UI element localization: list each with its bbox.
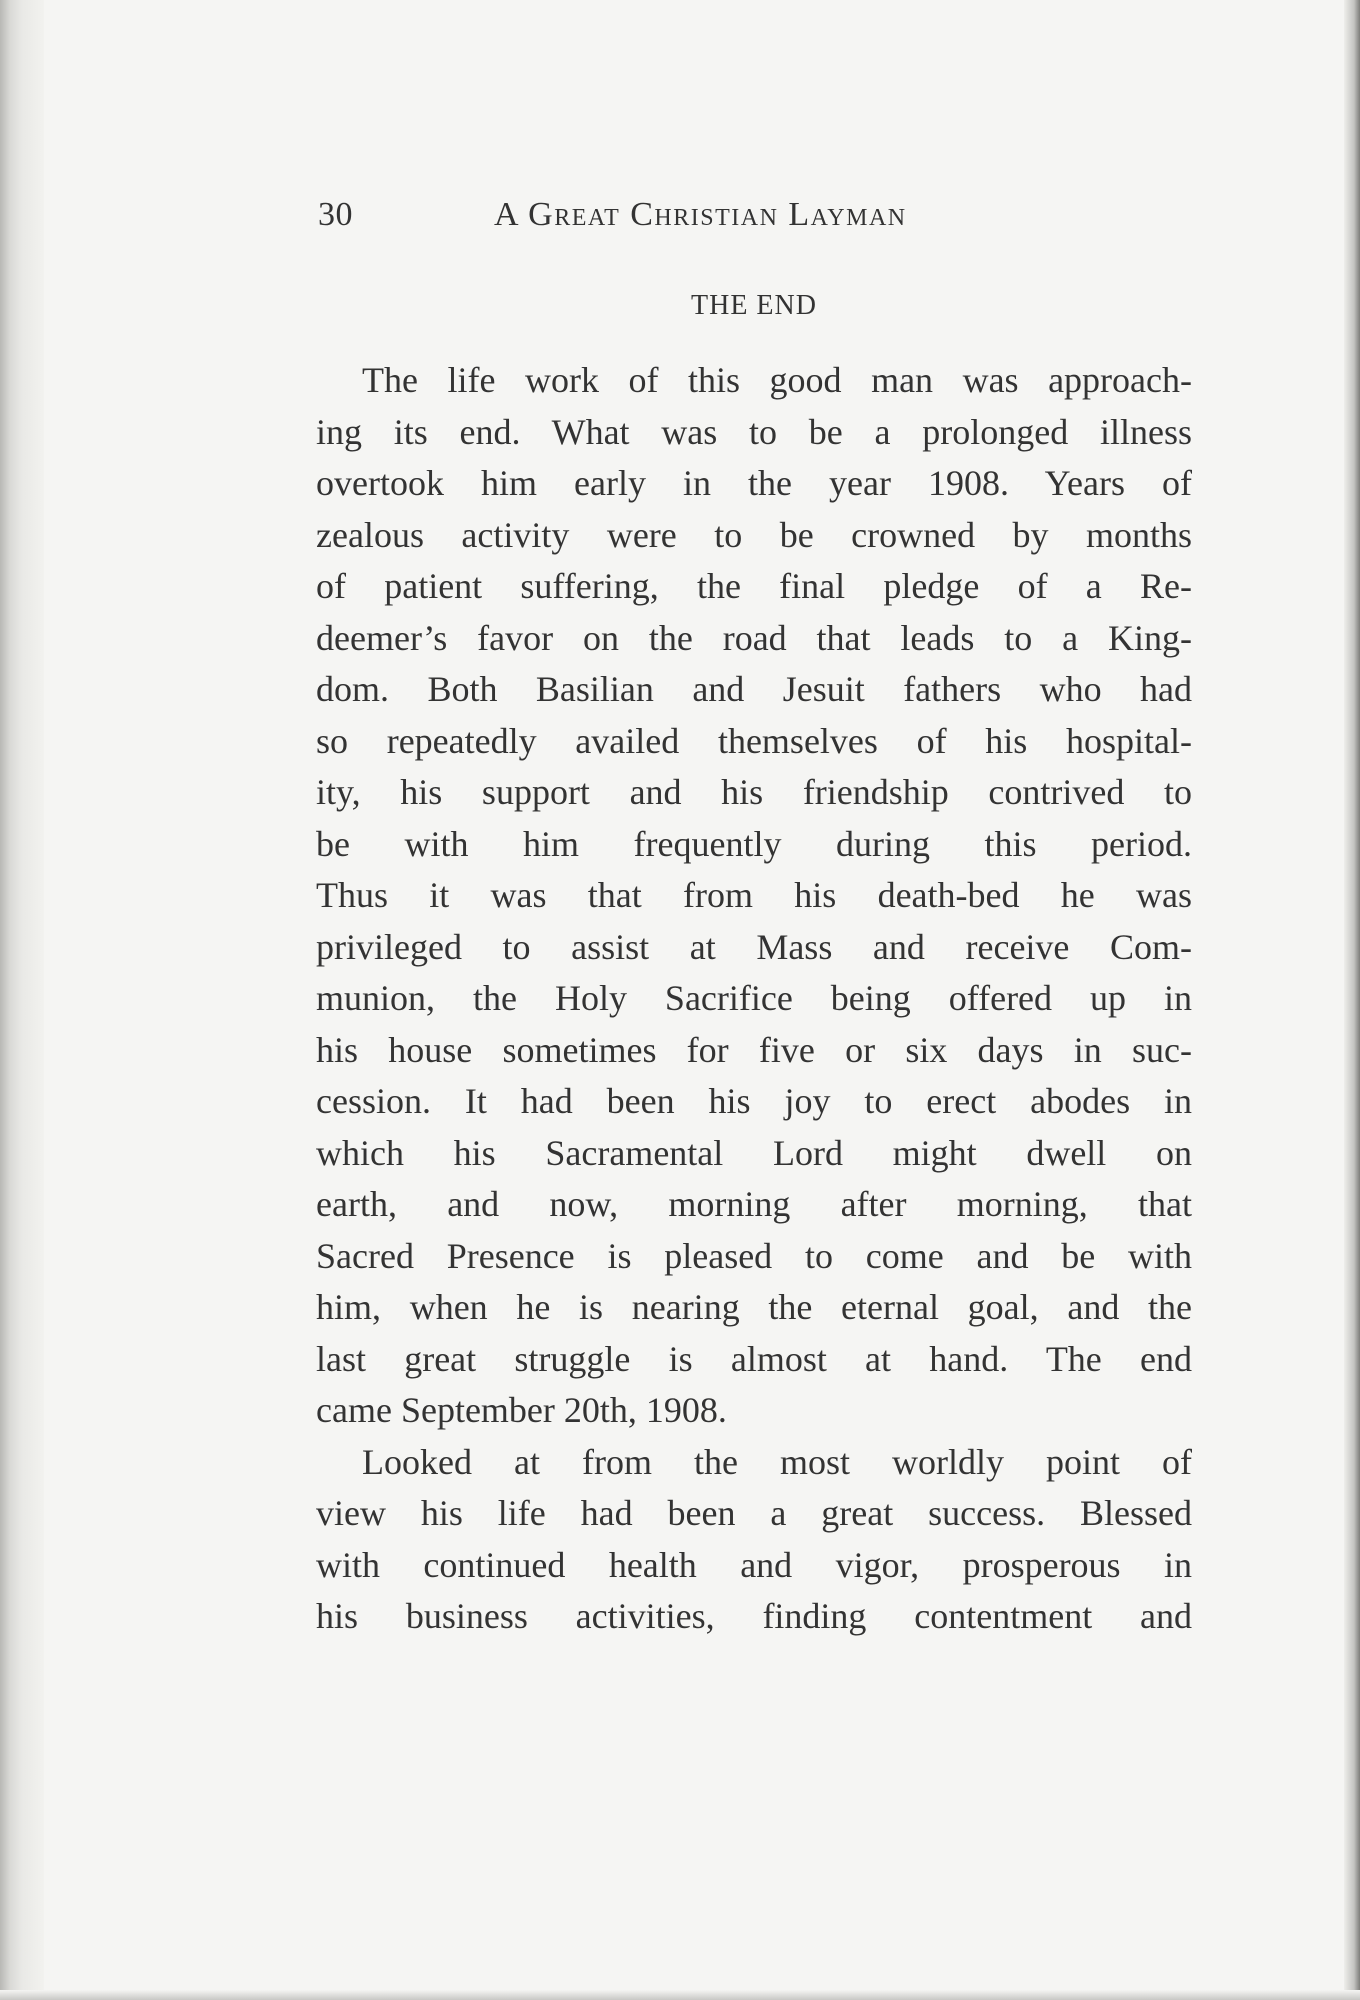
text-line: so repeatedly availed themselves of his hospital- <box>316 720 1192 761</box>
text-line: which his Sacramental Lord might dwell on <box>316 1132 1192 1173</box>
page-edge-right <box>1344 0 1360 2000</box>
paragraph <box>316 355 1192 1437</box>
text-line: zealous activity were to be crowned by months <box>316 514 1192 555</box>
page-edge-left <box>0 0 44 2000</box>
text-line: Thus it was that from his death-bed he was <box>316 875 1192 915</box>
book-title: A Great Christian Layman <box>494 196 907 233</box>
text-line: be with him frequently during this period. <box>316 823 1192 864</box>
text-line: his business activities, finding contentment and <box>316 1596 1192 1636</box>
text-line: him, when he is nearing the eternal goal, and the <box>316 1287 1192 1327</box>
text-line: his house sometimes for five or six days in suc- <box>316 1029 1192 1070</box>
text-line: came September 20th, 1908. <box>316 1390 727 1430</box>
page-number: 30 <box>318 196 353 233</box>
text-line: overtook him early in the year 1908. Years of <box>316 463 1192 503</box>
text-line: of patient suffering, the final pledge of a Re- <box>316 566 1192 606</box>
text-line: Looked at from the most worldly point of <box>362 1441 1192 1482</box>
paragraph <box>316 1437 1192 1643</box>
text-line: cession. It had been his joy to erect abodes in <box>316 1081 1192 1121</box>
text-line: with continued health and vigor, prosperous in <box>316 1544 1192 1585</box>
body-text <box>316 355 1192 1643</box>
text-line: munion, the Holy Sacrifice being offered up in <box>316 978 1192 1018</box>
section-heading: THE END <box>691 290 817 321</box>
text-line: Sacred Presence is pleased to come and be with <box>316 1235 1192 1276</box>
running-head <box>318 196 1198 246</box>
text-line: dom. Both Basilian and Jesuit fathers who had <box>316 669 1192 709</box>
text-line: view his life had been a great success. Blessed <box>316 1493 1192 1533</box>
text-line: ing its end. What was to be a prolonged illness <box>316 411 1192 452</box>
page-edge-bottom <box>0 1990 1360 2000</box>
text-line: last great struggle is almost at hand. The end <box>316 1338 1192 1379</box>
text-line: The life work of this good man was approach- <box>362 360 1192 400</box>
text-line: earth, and now, morning after morning, that <box>316 1184 1192 1224</box>
text-line: privileged to assist at Mass and receive Com- <box>316 926 1192 967</box>
text-line: ity, his support and his friendship contrived to <box>316 772 1192 812</box>
text-line: deemer’s favor on the road that leads to a King- <box>316 617 1192 658</box>
